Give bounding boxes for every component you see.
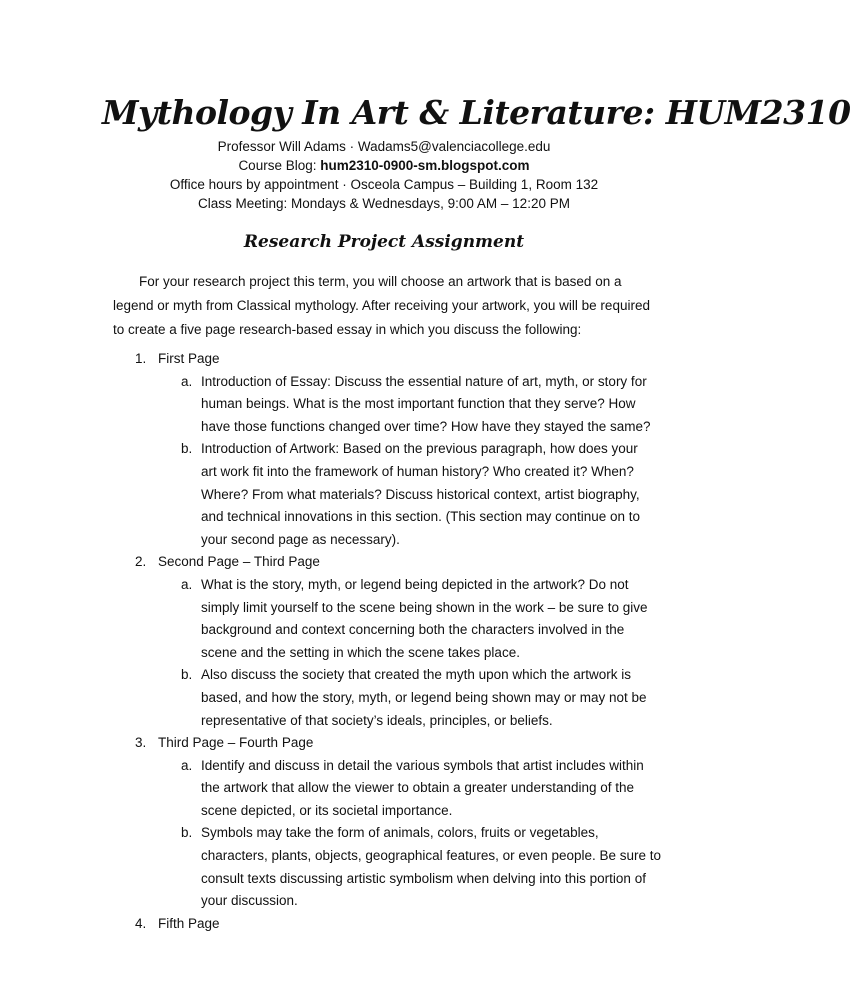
sub-item [113,822,688,912]
list-item [113,913,688,936]
sub-item-line: characters, plants, objects, geographical features, or even people. Be sure to [201,848,662,864]
list-item-head [113,913,688,936]
sub-item-line: scene and the setting in which the scene takes place. [201,644,520,660]
list-item-label: Second Page – Third Page [158,554,320,570]
sub-item [113,371,688,439]
course-blog-label: Course Blog: [238,158,321,173]
sub-item-line: Where? From what materials? Discuss historical context, artist biography, [201,486,640,502]
sub-item-line: background and context concerning both the characters involved in the [201,622,625,638]
professor-line: Professor Will Adams · Wadams5@valenciacollege.edu [217,139,551,154]
sub-item-line: scene depicted, or its societal importance. [201,802,453,818]
list-item-head [113,732,688,755]
list-item [113,732,688,913]
sub-item-line: art work fit into the framework of human history? Who created it? When? [201,463,634,479]
sub-item-line: Also discuss the society that created the myth upon which the artwork is [201,667,631,683]
intro-line: legend or myth from Classical mythology. After receiving your artwork, you will be required [113,298,650,313]
list-item-label: First Page [158,351,220,366]
sub-item-letter: a. [181,576,193,592]
sub-item [113,438,688,551]
sub-item-line: Symbols may take the form of animals, colors, fruits or vegetables, [201,825,599,841]
list-item-number: 1. [135,351,147,366]
sub-item-letter: b. [181,441,193,457]
document-title: Mythology In Art & Literature: HUM2310 [102,93,851,132]
sub-item-line: Introduction of Artwork: Based on the previous paragraph, how does your [201,441,638,457]
course-blog-url: hum2310-0900-sm.blogspot.com [320,158,530,173]
list-item-head [113,348,688,371]
assignment-subtitle: Research Project Assignment [243,232,525,252]
sub-item-line: Identify and discuss in detail the various symbols that artist includes within [201,757,644,773]
sub-item-line: What is the story, myth, or legend being depicted in the artwork? Do not [201,576,629,592]
sub-item-line: and technical innovations in this section. (This section may continue on to [201,509,640,525]
list-item-label: Third Page – Fourth Page [158,735,314,751]
sub-item-letter: a. [181,373,193,389]
office-hours-line: Office hours by appointment · Osceola Campus – Building 1, Room 132 [169,177,599,192]
sub-item-line: based, and how the story, myth, or legend being shown may or may not be [201,689,647,705]
course-blog-line [100,156,668,175]
sub-item-letter: b. [181,825,193,841]
class-meeting-line: Class Meeting: Mondays & Wednesdays, 9:00 AM – 12:20 PM [198,196,570,211]
sub-item-line: human beings. What is the most important function that they serve? How [201,396,636,412]
sub-item-line: consult texts discussing artistic symbolism when delving into this portion of [201,870,646,886]
sub-item [113,574,688,664]
list-item-number: 3. [135,735,147,751]
intro-line: to create a five page research-based essay in which you discuss the following: [113,322,582,337]
list-item-head [113,551,688,574]
sub-item-line: have those functions changed over time? How have they stayed the same? [201,418,651,434]
list-item-label: Fifth Page [158,915,220,931]
list-item-number: 2. [135,554,147,570]
requirements-list [113,348,688,935]
sub-item-letter: a. [181,757,193,773]
list-item-number: 4. [135,915,147,931]
sub-item-line: your second page as necessary). [201,531,400,547]
course-header [100,137,668,213]
list-item [113,348,688,551]
intro-paragraph [113,270,683,342]
sub-item [113,664,688,732]
sub-item-line: Introduction of Essay: Discuss the essential nature of art, myth, or story for [201,373,647,389]
list-item [113,551,688,732]
sub-item-line: simply limit yourself to the scene being shown in the work – be sure to give [201,599,648,615]
sub-item [113,755,688,823]
sub-item-line: representative of that society’s ideals, principles, or beliefs. [201,712,553,728]
sub-item-line: your discussion. [201,893,298,909]
intro-line: For your research project this term, you will choose an artwork that is based on a [139,274,622,289]
sub-item-letter: b. [181,667,193,683]
sub-item-line: the artwork that allow the viewer to obtain a greater understanding of the [201,780,635,796]
